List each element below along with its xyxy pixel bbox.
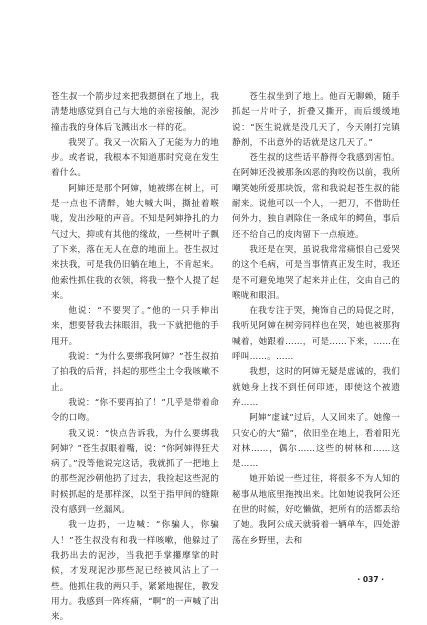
paragraph: 他说：“不要哭了。”他的一只手伸出来，想要替我去抹眼泪，我一下就把他的手甩开。 (51, 306, 219, 347)
paragraph: 阿婶“虚诚”过后，人又回来了。她像一只安心的大“猫”，依旧坐在地上，看着阳光对林……，偶尔……这些的树林和……这是…… (232, 413, 400, 470)
paragraph: 我还是在哭，虽说我常常痛恨自己爱哭的这个毛病，可是当事情真正发生时，我还是不可避免地哭了起来并止住，交由自己的喉咙和眼泪。 (232, 244, 400, 301)
paragraph: 我说：“你不要再拍了！”几乎是带着命令的口吻。 (51, 397, 219, 424)
page-number: · 037 · (357, 575, 384, 584)
paragraph: 我想，这时的阿婶无疑是虚诚的，我们就她身上找不到任何印迹，即使这个被遗弃…… (232, 367, 400, 408)
paragraph: 苍生叔一个箭步过来把我摁倒在了地上，我清楚地感觉到自己与大地的亲密接触，泥沙撞击我的身体后飞溅出水一样的花。 (51, 92, 219, 133)
paragraph: 我一边扔，一边喊：“你骗人，你骗人！”苍生叔没有和我一样咳嗽，他躲过了我扔出去的泥沙，当我把手掌攥摩挲的时候，才发现泥沙那些泥已经被风沾上了一些。他抓住我的两只手，紧紧地握住，教发用力。我感到一阵疼痛，“啊”的一声喊了出来。 (51, 520, 219, 623)
right-text-column (232, 90, 400, 549)
left-text-column (51, 90, 219, 625)
paragraph: 我说：“为什么要绑我阿婶？”苍生叔拍了拍我的后背，抖起的那些尘土令我咳嗽不止。 (51, 352, 219, 393)
paragraph: 在我专注于哭，掩饰自己的局促之时，我听见阿婶在树旁同样也在哭，她也被那狗喊着，她跟着……，可是……下来，……在呼叫……。…… (232, 306, 400, 363)
paragraph: 阿婶还是那个阿婶，她被绑在树上，可是一点也不清醉，她大喊大叫，撕扯着喉咙，发出沙哑的声音。不知是阿婶挣扎的力气过大，抑或有其他的缘故，一些树叶子飘了下来，落在无人在意的地面上。苍生叔过来扶我，可是我仍旧躺在地上，不肯起来。他索性抓住我的衣领，将我一整个人提了起来。 (51, 183, 219, 301)
paragraph: 她开始说一些过往，将很多不为人知的秘事从地底里拖拽出来。比如她说我阿公还在世的时候，好吃懒做，把所有的活都丢给了她。我阿公成天就骑着一辆单车，四处游荡在乡野里，去和 (232, 474, 400, 546)
paragraph: 我又说：“快点告诉我，为什么要绑我阿婶？”苍生叔眼着嘴，说：“你阿婶得狂犬病了。”没等他说完这话，我就抓了一把地上的那些泥沙朝他扔了过去，我捡起这些泥的时候抓起的是那样深，以至于指甲间的缝隙没有感到一丝漏风。 (51, 428, 219, 516)
paragraph: 我哭了。我又一次陷入了无能为力的地步。或者说，我根本不知道那时究竟在发生着什么。 (51, 137, 219, 179)
paragraph: 苍生叔坐到了地上。他百无聊赖，随手抓起一片叶子，折叠又撕开，而后缓缓地说：“医生说就是没几天了，今天刚打完镇静剂，不出意外的话就是这几天了。” (232, 92, 400, 148)
paragraph: 苍生叔的这些话平静得令我感到害怕。在阿婶还没被那条凶恶的狗咬伤以前，我所嘲笑她所爱那块饭，常和我说起苍生叔的能耐来。说他可以一个人，一把刀，不借助任何外力，独自剥除住一条成年的鳄鱼，事后还不给自己的皮肉留下一点痕迹。 (232, 153, 400, 240)
